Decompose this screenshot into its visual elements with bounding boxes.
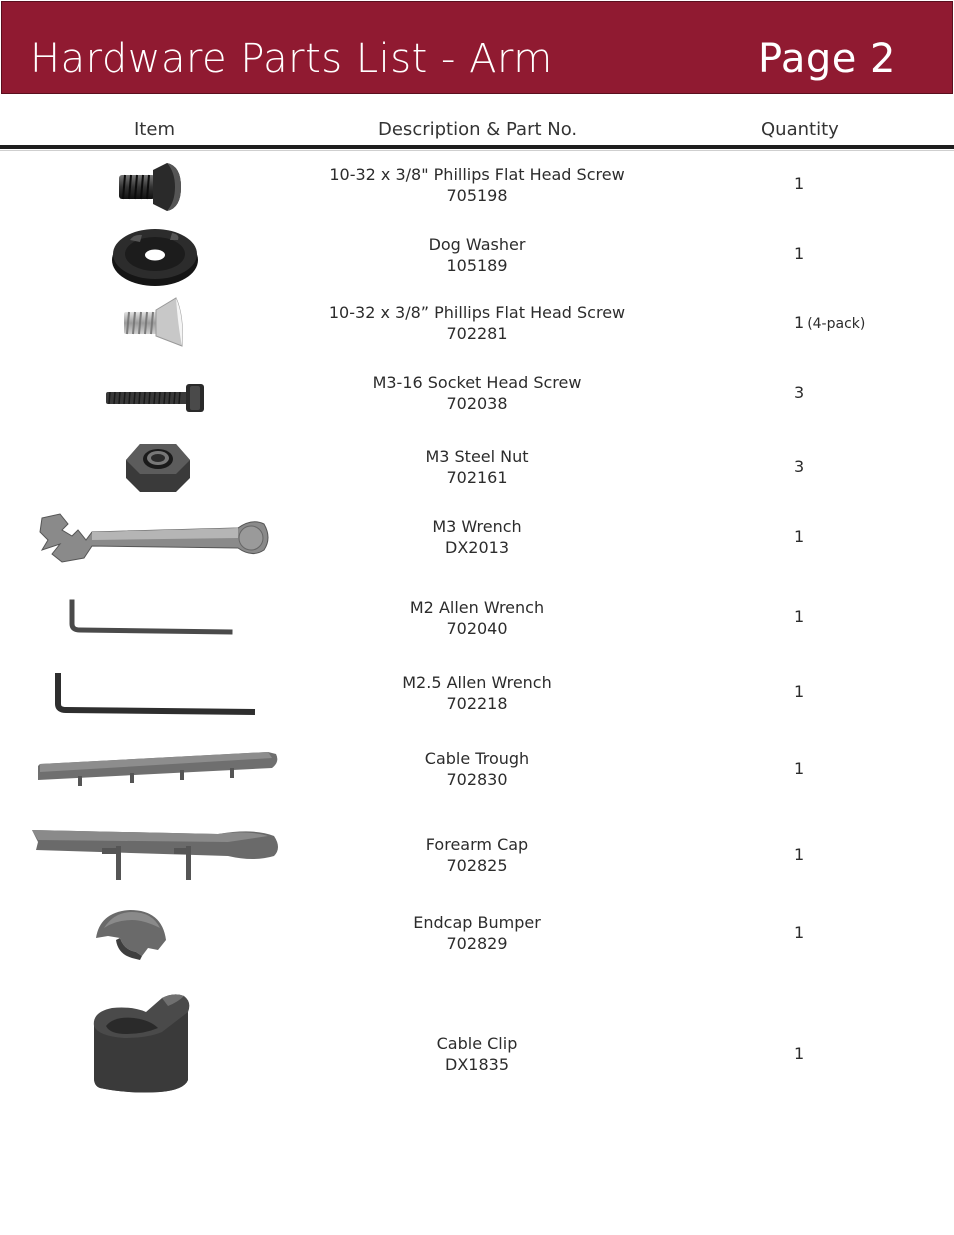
- part-quantity: [794, 607, 807, 626]
- page-title: Hardware Parts List - Arm: [30, 36, 553, 82]
- part-description: [300, 372, 654, 414]
- part-quantity: [794, 174, 807, 193]
- quantity-value: 1: [794, 923, 805, 942]
- table-row: [0, 594, 954, 644]
- part-number: 702830: [446, 770, 508, 789]
- table-row: [0, 744, 954, 800]
- cable-clip-icon: [88, 992, 194, 1094]
- table-row: [0, 906, 954, 966]
- part-quantity: [794, 383, 807, 402]
- part-description: [300, 164, 654, 206]
- cable-trough-icon: [32, 746, 282, 794]
- quantity-value: 1: [794, 682, 805, 701]
- part-description: [300, 446, 654, 488]
- table-row: [0, 372, 954, 422]
- part-quantity: [794, 682, 807, 701]
- quantity-value: 1: [794, 759, 805, 778]
- part-name: M2.5 Allen Wrench: [402, 673, 552, 692]
- quantity-value: 3: [794, 383, 805, 402]
- table-row: [0, 438, 954, 498]
- endcap-bumper-icon: [92, 908, 170, 964]
- dog-washer-icon: [110, 226, 200, 288]
- part-quantity: [794, 313, 865, 332]
- part-description: [300, 1033, 654, 1075]
- quantity-value: 1: [794, 174, 805, 193]
- part-number: 702038: [446, 394, 508, 413]
- page-number: Page 2: [758, 36, 896, 82]
- part-name: M3-16 Socket Head Screw: [372, 373, 582, 392]
- table-row: [0, 510, 954, 570]
- forearm-cap-icon: [28, 826, 282, 884]
- part-quantity: [794, 845, 807, 864]
- column-header-item: Item: [134, 119, 175, 140]
- column-header-description: Description & Part No.: [378, 119, 578, 140]
- quantity-value: 1: [794, 1044, 805, 1063]
- part-name: M3 Steel Nut: [425, 447, 529, 466]
- column-header-quantity: Quantity: [761, 119, 839, 140]
- part-number: 705198: [446, 186, 508, 205]
- flat-head-screw-dark-icon: [115, 162, 187, 214]
- wrench-icon: [38, 510, 272, 566]
- part-number: 702825: [446, 856, 508, 875]
- part-quantity: [794, 1044, 807, 1063]
- part-description: [300, 302, 654, 344]
- page-header: [1, 1, 953, 94]
- part-quantity: [794, 527, 807, 546]
- part-number: 702040: [446, 619, 508, 638]
- socket-head-screw-icon: [104, 378, 206, 414]
- part-number: 702829: [446, 934, 508, 953]
- part-description: [300, 912, 654, 954]
- part-quantity: [794, 923, 807, 942]
- part-number: 702218: [446, 694, 508, 713]
- quantity-value: 1: [794, 313, 805, 332]
- allen-wrench-large-icon: [50, 672, 260, 718]
- part-name: 10-32 x 3/8" Phillips Flat Head Screw: [329, 165, 625, 184]
- part-description: [300, 516, 654, 558]
- part-number: DX1835: [445, 1055, 509, 1074]
- part-name: 10-32 x 3/8” Phillips Flat Head Screw: [328, 303, 626, 322]
- part-name: M3 Wrench: [432, 517, 522, 536]
- part-name: Cable Clip: [436, 1034, 518, 1053]
- part-description: [300, 748, 654, 790]
- part-name: Dog Washer: [428, 235, 526, 254]
- table-row: [0, 162, 954, 222]
- table-row: [0, 296, 954, 356]
- quantity-note: (4-pack): [807, 316, 866, 332]
- flat-head-screw-silver-icon: [118, 296, 186, 352]
- part-quantity: [794, 759, 807, 778]
- part-description: [300, 234, 654, 276]
- steel-nut-icon: [122, 438, 194, 496]
- part-quantity: [794, 244, 807, 263]
- part-number: 702161: [446, 468, 508, 487]
- part-name: Cable Trough: [424, 749, 530, 768]
- quantity-value: 3: [794, 457, 805, 476]
- quantity-value: 1: [794, 607, 805, 626]
- table-row: [0, 992, 954, 1096]
- allen-wrench-small-icon: [66, 598, 236, 640]
- part-description: [300, 834, 654, 876]
- table-row: [0, 826, 954, 886]
- part-number: DX2013: [445, 538, 509, 557]
- part-number: 702281: [446, 324, 508, 343]
- part-number: 105189: [446, 256, 508, 275]
- table-row: [0, 670, 954, 720]
- part-name: Forearm Cap: [425, 835, 529, 854]
- part-description: [300, 672, 654, 714]
- quantity-value: 1: [794, 244, 805, 263]
- part-name: Endcap Bumper: [413, 913, 541, 932]
- quantity-value: 1: [794, 845, 805, 864]
- table-row: [0, 226, 954, 290]
- header-divider: [0, 145, 954, 149]
- part-quantity: [794, 457, 807, 476]
- part-name: M2 Allen Wrench: [409, 598, 545, 617]
- quantity-value: 1: [794, 527, 805, 546]
- header-divider-shadow: [0, 150, 954, 151]
- part-description: [300, 597, 654, 639]
